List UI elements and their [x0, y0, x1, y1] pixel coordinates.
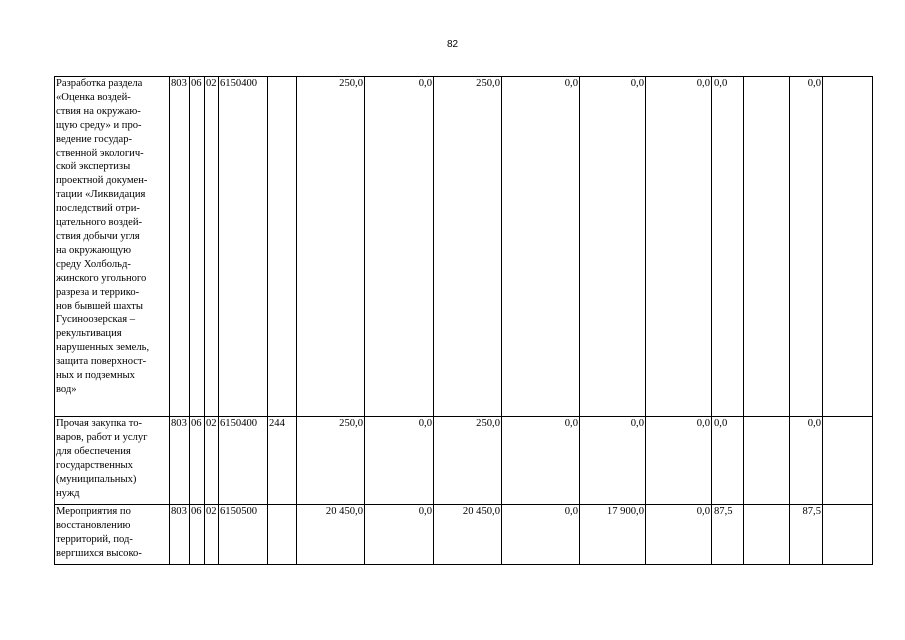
value-cell-2: 0,0 [365, 505, 434, 565]
value-cell-1: 250,0 [297, 417, 365, 505]
row-name-line: ской экспертизы [56, 161, 131, 173]
value-cell-6: 0,0 [646, 417, 712, 505]
row-name-line: нарушенных земель, [56, 342, 150, 354]
value-cell-5: 17 900,0 [580, 505, 646, 565]
expense-kind-code-cell [268, 505, 297, 565]
row-name-line: Прочая закупка то- [56, 418, 143, 429]
table-row [55, 505, 873, 565]
value-cell-7: 87,5 [712, 505, 744, 565]
target-item-code-cell: 6150400 [219, 417, 268, 505]
value-cell-4: 0,0 [502, 77, 580, 417]
row-name-cell [55, 417, 170, 505]
row-name-line: для обеспечения [56, 445, 131, 457]
value-cell-2: 0,0 [365, 77, 434, 417]
row-name-line: ствия на окружаю- [56, 105, 141, 117]
value-cell-7: 0,0 [712, 77, 744, 417]
section-code-cell: 06 [190, 77, 205, 417]
ministry-code-cell: 803 [170, 77, 190, 417]
row-name-line: разреза и террико- [56, 286, 140, 298]
value-cell-10 [823, 505, 873, 565]
ministry-code-cell: 803 [170, 417, 190, 505]
value-cell-8 [744, 505, 790, 565]
value-cell-5: 0,0 [580, 77, 646, 417]
value-cell-1: 250,0 [297, 77, 365, 417]
value-cell-8 [744, 417, 790, 505]
value-cell-9: 0,0 [790, 77, 823, 417]
budget-table [54, 76, 873, 565]
row-name-line: государственных [56, 459, 133, 471]
row-name-line: жинского угольного [56, 272, 147, 284]
target-item-code-cell: 6150500 [219, 505, 268, 565]
value-cell-7: 0,0 [712, 417, 744, 505]
table-row [55, 77, 873, 417]
row-name-line: проектной докумен- [56, 175, 148, 187]
row-name-line: ведение государ- [56, 133, 133, 145]
subsection-code-cell: 02 [205, 77, 219, 417]
row-name-line: (муниципальных) [56, 473, 137, 485]
row-name-line: на окружающую [56, 244, 132, 256]
subsection-code-cell: 02 [205, 505, 219, 565]
value-cell-8 [744, 77, 790, 417]
value-cell-6: 0,0 [646, 77, 712, 417]
section-code-cell: 06 [190, 417, 205, 505]
table-row [55, 417, 873, 505]
row-name-line: последствий отри- [56, 203, 140, 215]
page-number: 82 [446, 39, 459, 50]
row-name-line: среду Холбольд- [56, 258, 131, 270]
value-cell-4: 0,0 [502, 505, 580, 565]
value-cell-10 [823, 417, 873, 505]
value-cell-4: 0,0 [502, 417, 580, 505]
section-code-cell: 06 [190, 505, 205, 565]
expense-kind-code-cell [268, 77, 297, 417]
row-name-cell [55, 505, 170, 565]
row-name-line: нов бывшей шахты [56, 300, 143, 312]
value-cell-3: 20 450,0 [434, 505, 502, 565]
value-cell-3: 250,0 [434, 77, 502, 417]
row-name-line: вод» [56, 383, 77, 395]
value-cell-9: 0,0 [790, 417, 823, 505]
value-cell-5: 0,0 [580, 417, 646, 505]
row-name-line: территорий, под- [56, 533, 133, 545]
row-name-line: нужд [56, 487, 80, 499]
row-name-line: ных и подземных [56, 370, 135, 382]
row-name-line: ственной экологич- [56, 147, 144, 159]
subsection-code-cell: 02 [205, 417, 219, 505]
target-item-code-cell: 6150400 [219, 77, 268, 417]
expense-kind-code-cell: 244 [268, 417, 297, 505]
value-cell-1: 20 450,0 [297, 505, 365, 565]
row-name-line: ствия добычи угля [56, 230, 140, 242]
row-name-line: Гусиноозерская – [56, 314, 136, 326]
row-name-line: тации «Ликвидация [56, 189, 146, 201]
row-name-cell [55, 77, 170, 417]
row-name-line: щую среду» и про- [56, 119, 142, 131]
row-name-line: цательного воздей- [56, 217, 143, 229]
value-cell-2: 0,0 [365, 417, 434, 505]
value-cell-3: 250,0 [434, 417, 502, 505]
row-name-line: вергшихся высоко- [56, 547, 142, 559]
row-name-line: защита поверхност- [56, 356, 147, 368]
row-name-line: варов, работ и услуг [56, 431, 148, 443]
value-cell-6: 0,0 [646, 505, 712, 565]
row-name-line: «Оценка воздей- [56, 91, 131, 103]
row-name-line: восстановлению [56, 519, 131, 531]
row-name-line: Мероприятия по [56, 506, 131, 517]
value-cell-9: 87,5 [790, 505, 823, 565]
row-name-line: Разработка раздела [56, 78, 143, 89]
ministry-code-cell: 803 [170, 505, 190, 565]
row-name-line: рекультивация [56, 328, 122, 340]
value-cell-10 [823, 77, 873, 417]
